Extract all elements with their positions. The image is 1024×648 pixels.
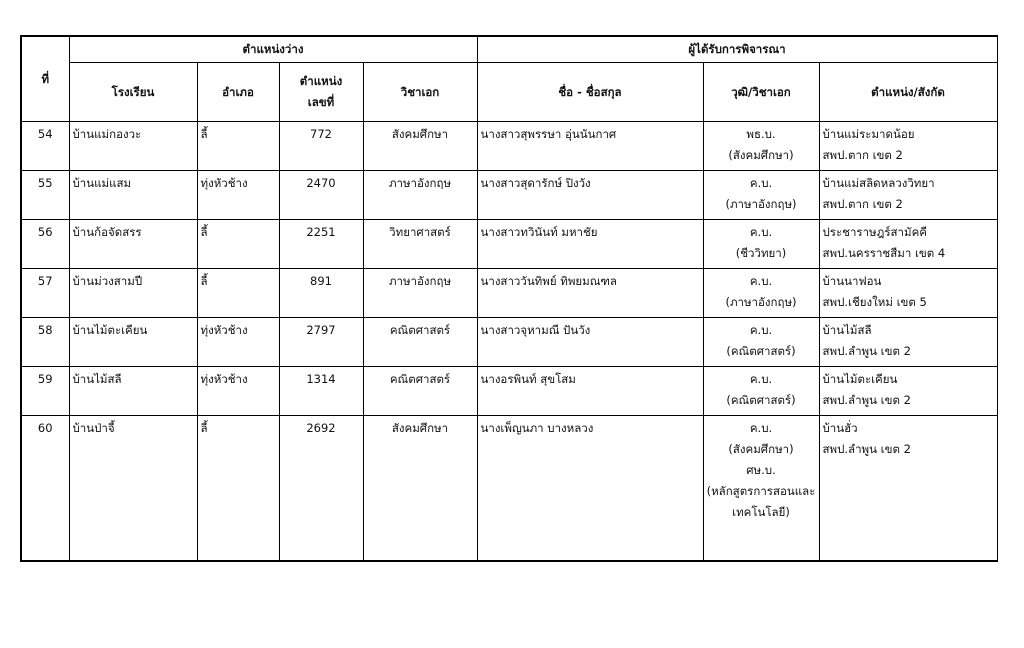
cell-district-text: ทุ่งหัวช้าง	[200, 372, 248, 386]
cell-affiliation-line: สพป.เชียงใหม่ เขต 5	[822, 295, 927, 309]
table-row	[21, 367, 997, 416]
cell-position-no	[279, 220, 363, 269]
table-row	[21, 416, 997, 562]
cell-school	[69, 171, 197, 220]
table-row	[21, 171, 997, 220]
cell-qualification-line: พธ.บ.	[746, 127, 776, 141]
cell-affiliation-line: สพป.ลำพูน เขต 2	[822, 393, 911, 407]
cell-name-text: นางสาวจุหามณี ปันวัง	[480, 323, 591, 337]
cell-major-text: สังคมศึกษา	[391, 421, 449, 435]
cell-major-text: ภาษาอังกฤษ	[388, 274, 452, 288]
cell-position-no	[279, 318, 363, 367]
cell-affiliation-line: บ้านฮั่ว	[822, 421, 858, 435]
candidate-table	[20, 35, 998, 562]
cell-affiliation	[819, 416, 997, 562]
cell-affiliation	[819, 171, 997, 220]
cell-qualification-line: ศษ.บ.	[746, 463, 776, 477]
cell-affiliation-line: สพป.ลำพูน เขต 2	[822, 344, 911, 358]
cell-major-text: ภาษาอังกฤษ	[388, 176, 452, 190]
cell-major	[363, 269, 477, 318]
cell-qualification-line: ค.บ.	[749, 225, 773, 239]
cell-affiliation-line: สพป.ลำพูน เขต 2	[822, 442, 911, 456]
cell-no	[21, 220, 69, 269]
cell-position-no-text: 2251	[306, 225, 336, 239]
cell-qualification-line: (ภาษาอังกฤษ)	[725, 295, 797, 309]
cell-major-text: วิทยาศาสตร์	[389, 225, 451, 239]
header-qualification: วุฒิ/วิชาเอก	[703, 63, 819, 122]
cell-qualification-line: (สังคมศึกษา)	[728, 148, 794, 162]
cell-no	[21, 171, 69, 220]
cell-major	[363, 318, 477, 367]
document-page	[20, 35, 996, 562]
cell-major-text: คณิตศาสตร์	[389, 323, 451, 337]
cell-affiliation	[819, 220, 997, 269]
header-position-affiliation: ตำแหน่ง/สังกัด	[819, 63, 997, 122]
cell-qualification-line: ค.บ.	[749, 274, 773, 288]
cell-school-text: บ้านป่าจี้	[72, 421, 115, 435]
cell-school	[69, 269, 197, 318]
cell-name	[477, 269, 703, 318]
cell-position-no	[279, 122, 363, 171]
cell-district	[197, 269, 279, 318]
cell-district-text: ลี้	[200, 127, 208, 141]
cell-no-text: 60	[37, 421, 53, 435]
cell-affiliation-line: ประชาราษฎร์สามัคคี	[822, 225, 927, 239]
cell-name	[477, 318, 703, 367]
cell-affiliation-line: สพป.ตาก เขต 2	[822, 148, 903, 162]
cell-qualification	[703, 269, 819, 318]
cell-qualification	[703, 318, 819, 367]
header-position-no-line1: ตำแหน่ง	[299, 74, 343, 88]
cell-qualification-line: (คณิตศาสตร์)	[726, 393, 796, 407]
cell-name-text: นางสาวสุพรรษา อุ่นนันกาศ	[480, 127, 617, 141]
cell-school	[69, 122, 197, 171]
cell-major	[363, 171, 477, 220]
cell-name	[477, 416, 703, 562]
cell-position-no-text: 2797	[306, 323, 336, 337]
cell-affiliation-line: บ้านแม่ระมาดน้อย	[822, 127, 915, 141]
cell-position-no-text: 2692	[306, 421, 336, 435]
cell-position-no-text: 772	[310, 127, 332, 141]
cell-school-text: บ้านไม้ตะเคียน	[72, 323, 148, 337]
cell-qualification-line: (ชีววิทยา)	[735, 246, 787, 260]
cell-position-no	[279, 367, 363, 416]
cell-no-text: 55	[37, 176, 53, 190]
table-row	[21, 318, 997, 367]
cell-no	[21, 269, 69, 318]
cell-no	[21, 416, 69, 562]
cell-school-text: บ้านม่วงสามปี	[72, 274, 143, 288]
header-no: ที่	[21, 36, 69, 122]
header-row-top	[21, 36, 997, 63]
cell-affiliation-line: สพป.นครราชสีมา เขต 4	[822, 246, 946, 260]
cell-name-text: นางสาวสุดารักษ์ ปิงวัง	[480, 176, 591, 190]
cell-district-text: ทุ่งหัวช้าง	[200, 323, 248, 337]
cell-major-text: คณิตศาสตร์	[389, 372, 451, 386]
header-position-no	[279, 63, 363, 122]
cell-no-text: 57	[37, 274, 53, 288]
cell-district	[197, 171, 279, 220]
cell-major	[363, 220, 477, 269]
cell-school	[69, 220, 197, 269]
table-body	[21, 122, 997, 562]
cell-major	[363, 416, 477, 562]
cell-no-text: 54	[37, 127, 53, 141]
cell-name-text: นางเพ็ญนภา บางหลวง	[480, 421, 594, 435]
cell-affiliation-line: บ้านแม่สลิดหลวงวิทยา	[822, 176, 935, 190]
cell-major	[363, 122, 477, 171]
cell-position-no	[279, 171, 363, 220]
cell-no	[21, 318, 69, 367]
table-row	[21, 122, 997, 171]
cell-no-text: 56	[37, 225, 53, 239]
cell-qualification-line: (สังคมศึกษา)	[728, 442, 794, 456]
cell-qualification	[703, 367, 819, 416]
cell-affiliation-line: สพป.ตาก เขต 2	[822, 197, 903, 211]
cell-name	[477, 220, 703, 269]
cell-position-no-text: 1314	[306, 372, 336, 386]
cell-name	[477, 367, 703, 416]
cell-school-text: บ้านไม้สลี	[72, 372, 122, 386]
cell-position-no-text: 891	[310, 274, 332, 288]
cell-name	[477, 122, 703, 171]
cell-qualification	[703, 171, 819, 220]
cell-name	[477, 171, 703, 220]
cell-qualification-line: (คณิตศาสตร์)	[726, 344, 796, 358]
cell-district	[197, 367, 279, 416]
cell-qualification-line: ค.บ.	[749, 372, 773, 386]
header-school: โรงเรียน	[69, 63, 197, 122]
header-position-no-line2: เลขที่	[307, 95, 335, 109]
cell-qualification	[703, 122, 819, 171]
header-major: วิชาเอก	[363, 63, 477, 122]
header-name: ชื่อ - ชื่อสกุล	[477, 63, 703, 122]
cell-school	[69, 416, 197, 562]
cell-no-text: 58	[37, 323, 53, 337]
cell-qualification-line: (ภาษาอังกฤษ)	[725, 197, 797, 211]
cell-affiliation	[819, 269, 997, 318]
cell-district-text: ลี้	[200, 421, 208, 435]
cell-district-text: ลี้	[200, 225, 208, 239]
cell-affiliation-line: บ้านไม้สลี	[822, 323, 872, 337]
cell-name-text: นางอรพินท์ สุขโสม	[480, 372, 576, 386]
cell-major-text: สังคมศึกษา	[391, 127, 449, 141]
cell-affiliation-line: บ้านนาฟอน	[822, 274, 882, 288]
cell-qualification	[703, 416, 819, 562]
cell-district-text: ลี้	[200, 274, 208, 288]
table-row	[21, 220, 997, 269]
cell-qualification-line: เทคโนโลยี)	[732, 505, 790, 519]
cell-position-no	[279, 416, 363, 562]
cell-qualification-line: ค.บ.	[749, 323, 773, 337]
cell-qualification	[703, 220, 819, 269]
cell-school-text: บ้านแม่แสม	[72, 176, 132, 190]
cell-position-no-text: 2470	[306, 176, 336, 190]
header-vacancy-group: ตำแหน่งว่าง	[69, 36, 477, 63]
cell-district	[197, 220, 279, 269]
cell-affiliation	[819, 318, 997, 367]
cell-school	[69, 318, 197, 367]
cell-qualification-line: (หลักสูตรการสอนและ	[706, 484, 816, 498]
cell-position-no	[279, 269, 363, 318]
cell-no	[21, 122, 69, 171]
cell-district	[197, 318, 279, 367]
table-row	[21, 269, 997, 318]
cell-qualification-line: ค.บ.	[749, 176, 773, 190]
cell-school	[69, 367, 197, 416]
cell-qualification-line: ค.บ.	[749, 421, 773, 435]
cell-school-text: บ้านก้อจัดสรร	[72, 225, 142, 239]
cell-no-text: 59	[37, 372, 53, 386]
cell-affiliation	[819, 122, 997, 171]
cell-school-text: บ้านแม่กองวะ	[72, 127, 142, 141]
cell-major	[363, 367, 477, 416]
cell-district	[197, 416, 279, 562]
header-row-sub	[21, 63, 997, 122]
cell-district	[197, 122, 279, 171]
cell-affiliation-line: บ้านไม้ตะเคียน	[822, 372, 898, 386]
cell-name-text: นางสาววันทิพย์ ทิพยมณฑล	[480, 274, 617, 288]
cell-affiliation	[819, 367, 997, 416]
cell-district-text: ทุ่งหัวช้าง	[200, 176, 248, 190]
header-district: อำเภอ	[197, 63, 279, 122]
cell-no	[21, 367, 69, 416]
cell-name-text: นางสาวทวินันท์ มหาชัย	[480, 225, 598, 239]
header-candidate-group: ผู้ได้รับการพิจารณา	[477, 36, 997, 63]
